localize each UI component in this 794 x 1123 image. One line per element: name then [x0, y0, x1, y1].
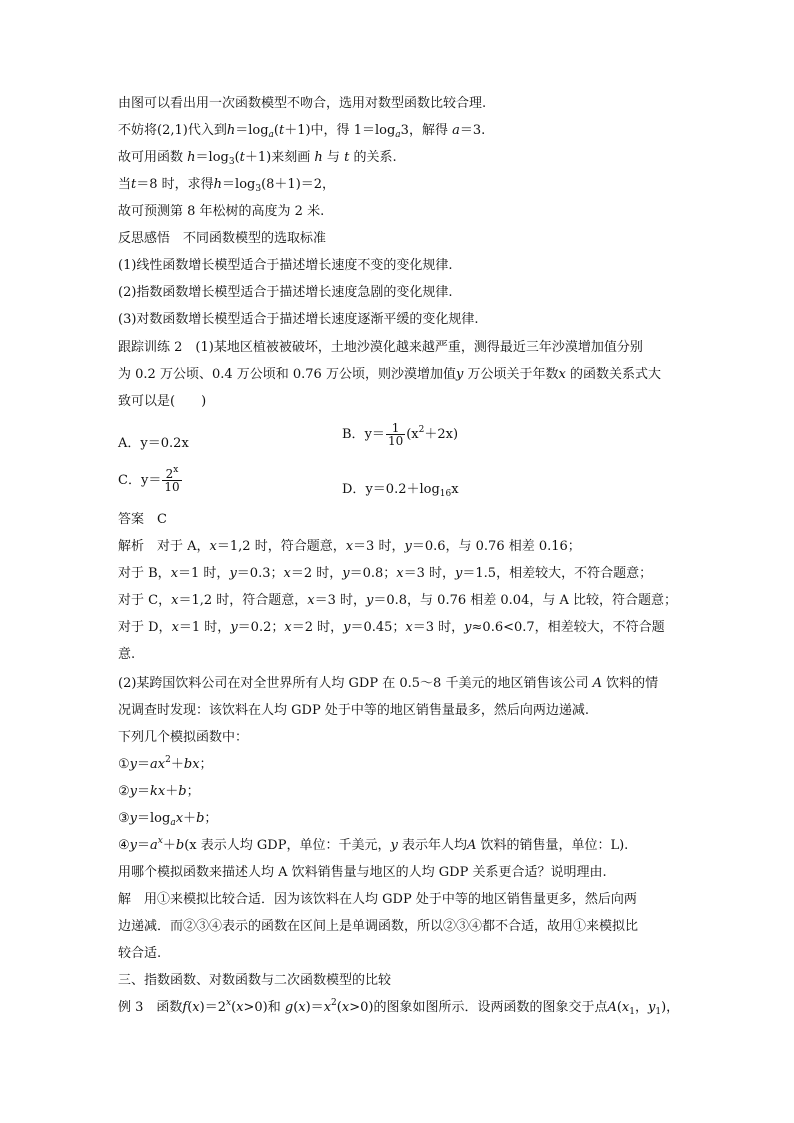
model-1: $①y=ax^2+bx$；: [118, 755, 213, 772]
exercise-2-line-1: 跟踪训练 2 (1)某地区植被被破坏，土地沙漠化越来越严重，测得最近三年沙漠增加值分别: [118, 340, 643, 355]
analysis-line-a: 解析 对于 A，x＝1,2 时，符合题意，x＝3 时，y＝0.6，与 0.76 相差 0.16；: [118, 539, 581, 554]
text-line-logarithmic: (3)对数函数增长模型适合于描述增长速度逐渐平缓的变化规律.: [118, 312, 479, 327]
problem-2-line-2: 况调查时发现：该饮料在人均 GDP 处于中等的地区销售量最多，然后向两边递减.: [118, 703, 589, 718]
option-a: A．y＝0.2x: [118, 436, 189, 451]
example-3-line: 例 3 函数$f(x)=2^x(x>0)$和 $g(x)=x^2(x>0)$的图象如图所示．设两函数的图象交于点$A(x_1$，$y_1$)，: [118, 998, 680, 1017]
answer-line: 答案 C: [118, 512, 167, 527]
question-line: 用哪个模拟函数来描述人均 A 饮料销售量与地区的人均 GDP 关系更合适？说明理由.: [118, 865, 607, 880]
section-heading-reflection: 反思感悟 不同函数模型的选取标准: [118, 231, 327, 246]
option-c: C．y＝ $\frac{2^x}{10}$: [118, 465, 180, 494]
analysis-line-b: 对于 B，x＝1 时，y＝0.3；x＝2 时，y＝0.8；x＝3 时，y＝1.5，相差较大，不符合题意；: [118, 566, 653, 581]
solution-line-1: 解 用①来模拟比较合适．因为该饮料在人均 GDP 处于中等的地区销售量更多，然后向两: [118, 892, 637, 907]
problem-2-line-3: 下列几个模拟函数中：: [118, 730, 249, 745]
analysis-line-d-cont: 意.: [118, 647, 136, 662]
text-line-1: 由图可以看出用一次函数模型不吻合，选用对数型函数比较合理.: [118, 96, 487, 111]
option-b: B．y＝ $\frac{1}{10}$ $(x^2+2x)$: [342, 421, 459, 448]
section-heading-3: 三、指数函数、对数函数与二次函数模型的比较: [118, 973, 392, 988]
model-2: ②y＝kx＋b；: [118, 784, 200, 799]
text-line-4: 当t＝8 时，求得$h=\log_3(8+1)=2$，: [118, 177, 336, 194]
solution-line-2: 边递减．而②③④表示的函数在区间上是单调函数，所以②③④都不合适，故用①来模拟比: [118, 919, 639, 934]
model-4: $④y=a^x+b(x$ 表示人均 GDP，单位：千美元，y 表示年人均A 饮料的销售量，单位：L).: [118, 836, 629, 853]
problem-2-line-1: (2)某跨国饮料公司在对全世界所有人均 GDP 在 0.5～8 千美元的地区销售该公司 A 饮料的情: [118, 676, 659, 691]
exercise-2-line-3: 致可以是( ): [118, 394, 207, 409]
option-d: D．$y=0.2+\log_{16}x$: [342, 482, 459, 499]
text-line-linear: (1)线性函数增长模型适合于描述增长速度不变的变化规律.: [118, 258, 453, 273]
text-line-2: 不妨将(2,1)代入到$h=\log_a(t+1)$中，得 $1=\log_a3$，解得 a＝3.: [118, 123, 486, 140]
text-line-exponential: (2)指数函数增长模型适合于描述增长速度急剧的变化规律.: [118, 285, 453, 300]
analysis-line-d: 对于 D，x＝1 时，y＝0.2；x＝2 时，y＝0.45；x＝3 时，y≈0.6<0.7，相差较大，不符合题: [118, 620, 665, 635]
text-line-3: 故可用函数 $h=\log_3(t+1)$来刻画 h 与 t 的关系.: [118, 150, 397, 167]
exercise-2-line-2: 为 0.2 万公顷、0.4 万公顷和 0.76 万公顷，则沙漠增加值y 万公顷关于年数x 的函数关系式大: [118, 367, 661, 382]
analysis-line-c: 对于 C，x＝1,2 时，符合题意，x＝3 时，y＝0.8，与 0.76 相差 0.04，与 A 比较，符合题意；: [118, 593, 677, 608]
solution-line-3: 较合适.: [118, 946, 162, 961]
text-line-5: 故可预测第 8 年松树的高度为 2 米.: [118, 204, 325, 219]
model-3: $③y=\log_ax+b$；: [118, 811, 218, 828]
